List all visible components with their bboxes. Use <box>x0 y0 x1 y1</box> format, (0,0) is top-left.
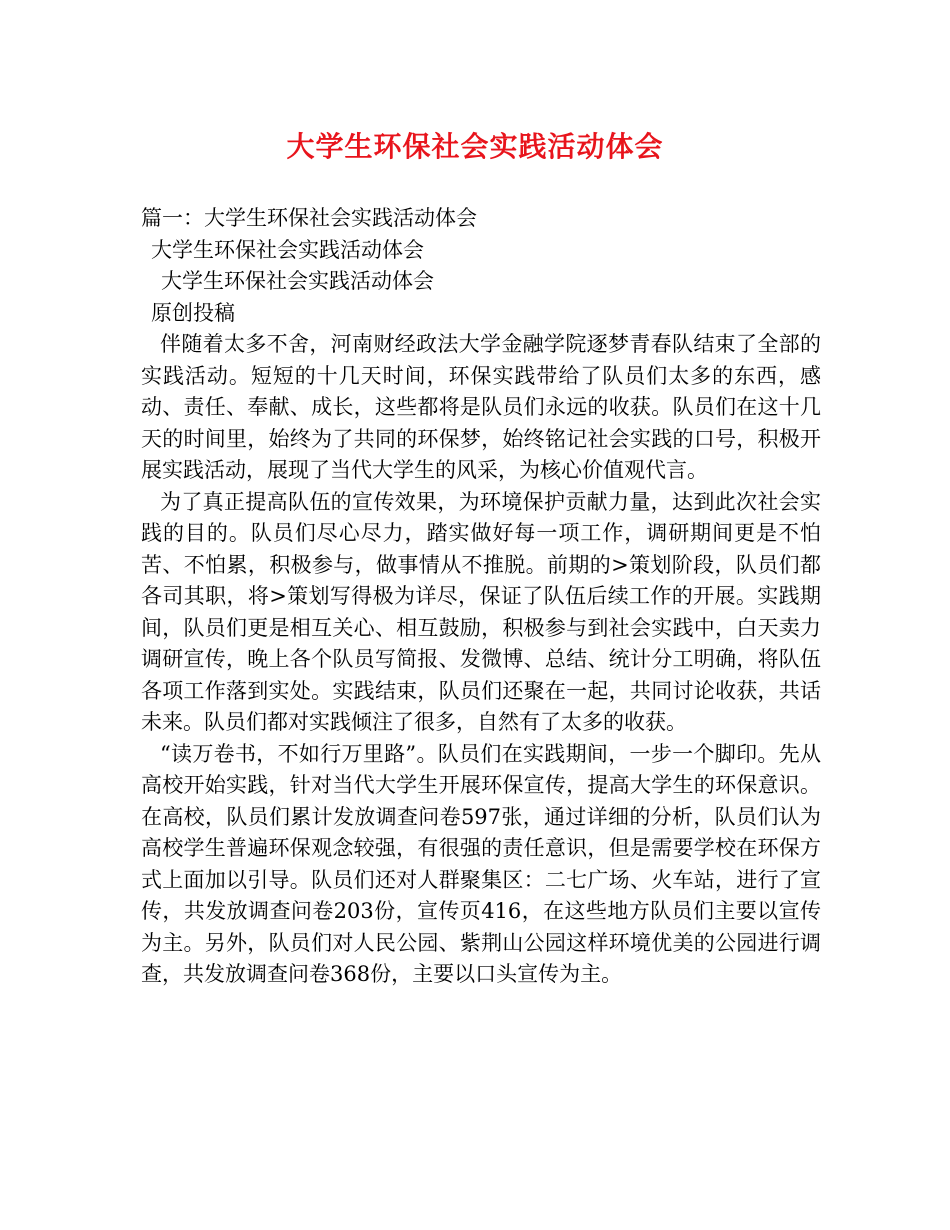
source-note: 原创投稿 <box>151 300 235 325</box>
document-body <box>141 203 821 991</box>
article-subtitle-line: 大学生环保社会实践活动体会 <box>161 269 434 293</box>
paragraph-2: 为了真正提高队伍的宣传效果，为环境保护贡献力量，达到此次社会实践的目的。队员们尽心尽力，踏实做好每一项工作，调研期间更是不怕苦、不怕累，积极参与，做事情从不推脱。前期的>策划阶段，队员们都各司其职，将>策划写得极为详尽，保证了队伍后续工作的开展。实践期间，队员们更是相互关心、相互鼓励，积极参与到社会实践中，白天卖力调研宣传，晚上各个队员写简报、发微博、总结、统计分工明确，将队伍各项工作落到实处。实践结束，队员们还聚在一起，共同讨论收获，共话未来。队员们都对实践倾注了很多，自然有了太多的收获。 <box>141 489 821 734</box>
section-heading: 篇一：大学生环保社会实践活动体会 <box>141 206 477 230</box>
paragraph-3: “读万卷书，不如行万里路”。队员们在实践期间，一步一个脚印。先从高校开始实践，针对当代大学生开展环保宣传，提高大学生的环保意识。在高校，队员们累计发放调查问卷597张，通过详细的分析，队员们认为高校学生普遍环保观念较强，有很强的责任意识，但是需要学校在环保方式上面加以引导。队员们还对人群聚集区：二七广场、火车站，进行了宣传，共发放调查问卷203份，宣传页416，在这些地方队员们主要以宣传为主。另外，队员们对人民公园、紫荆山公园这样环境优美的公园进行调查，共发放调查问卷368份，主要以口头宣传为主。 <box>141 741 821 986</box>
paragraph-1: 伴随着太多不舍，河南财经政法大学金融学院逐梦青春队结束了全部的实践活动。短短的十几天时间，环保实践带给了队员们太多的东西，感动、责任、奉献、成长，这些都将是队员们永远的收获。队员们在这十几天的时间里，始终为了共同的环保梦，始终铭记社会实践的口号，积极开展实践活动，展现了当代大学生的风采，为核心价值观代言。 <box>141 332 821 482</box>
document-title: 大学生环保社会实践活动体会 <box>286 130 664 163</box>
article-title-line: 大学生环保社会实践活动体会 <box>151 237 424 262</box>
